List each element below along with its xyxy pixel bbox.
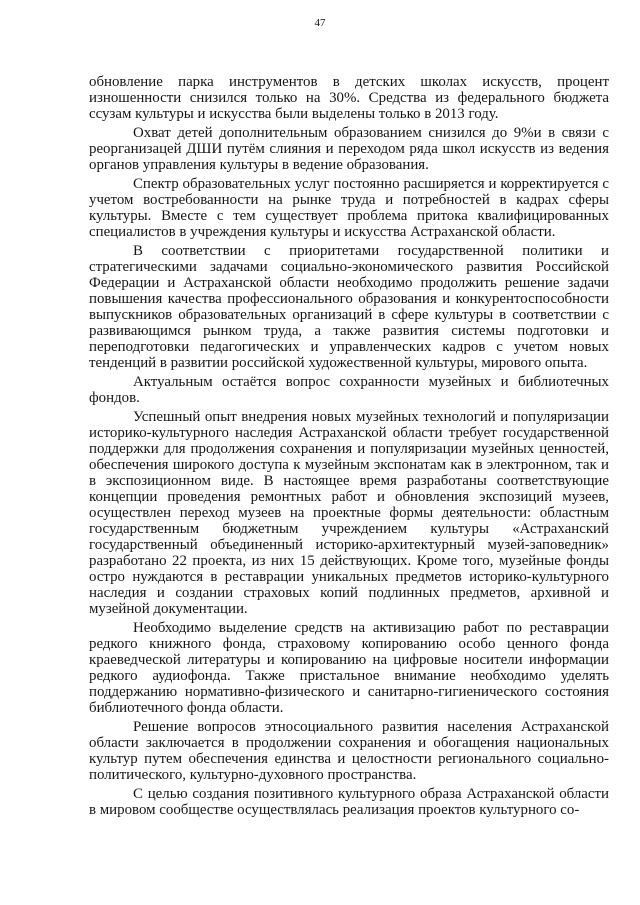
- paragraph: С целью создания позитивного культурного образа Астраханской области в мировом сообществе осуществлялась реализация проектов культурного со-: [89, 786, 609, 818]
- paragraph: Успешный опыт внедрения новых музейных технологий и популяризации историко-культурного наследия Астраханской области требует государственной поддержки для продолжения сохранения и популяризации музейных ценностей, обеспечения широкого доступа к музейным экспонатам как в электронном, так и в экспозиционном виде. В настоящее время разработаны соответствующие концепции проведения ремонтных работ и обновления экспозиций музеев, осуществлен переход музеев на проектные формы деятельности: областным государственным бюджетным учреждением культуры «Астраханский государственный объединенный историко-архитектурный музей-заповедник» разработано 22 проекта, из них 15 действующих. Кроме того, музейные фонды остро нуждаются в реставрации уникальных предметов историко-культурного наследия и создании страховых копий подлинных предметов, архивной и музейной документации.: [89, 409, 609, 617]
- paragraph: Охват детей дополнительным образованием снизился до 9%и в связи с реорганизацей ДШИ путём слияния и переходом ряда школ искусств из ведения органов управления культуры в ведение образования.: [89, 125, 609, 173]
- paragraph: В соответствии с приоритетами государственной политики и стратегическими задачами социально-экономического развития Российской Федерации и Астраханской области необходимо продолжить решение задачи повышения качества профессионального образования и конкурентоспособности выпускников образовательных организаций в сфере культуры в соответствии с развивающимся рынком труда, а также развития системы подготовки и переподготовки педагогических и управленческих кадров с учетом новых тенденций в развитии российской художественной культуры, мирового опыта.: [89, 243, 609, 371]
- paragraph: Решение вопросов этносоциального развития населения Астраханской области заключается в продолжении сохранения и обогащения национальных культур путем обеспечения единства и целостности регионального социально-политического, культурно-духовного пространства.: [89, 719, 609, 783]
- page-number: 47: [314, 17, 326, 29]
- paragraph: Необходимо выделение средств на активизацию работ по реставрации редкого книжного фонда, страховому копированию особо ценного фонда краеведческой литературы и копированию на цифровые носители информации редкого аудиофонда. Также пристальное внимание необходимо уделять поддержанию нормативно-физического и санитарно-гигиенического состояния библиотечного фонда области.: [89, 620, 609, 716]
- paragraph: Актуальным остаётся вопрос сохранности музейных и библиотечных фондов.: [89, 374, 609, 406]
- paragraph: обновление парка инструментов в детских школах искусств, процент изношенности снизился только на 30%. Средства из федерального бюджета ссузам культуры и искусства были выделены только в 2013 году.: [89, 74, 609, 122]
- paragraph: Спектр образовательных услуг постоянно расширяется и корректируется с учетом востребованности на рынке труда и потребностей в кадрах сферы культуры. Вместе с тем существует проблема притока квалифицированных специалистов в учреждения культуры и искусства Астраханской области.: [89, 176, 609, 240]
- body-text: [89, 74, 609, 818]
